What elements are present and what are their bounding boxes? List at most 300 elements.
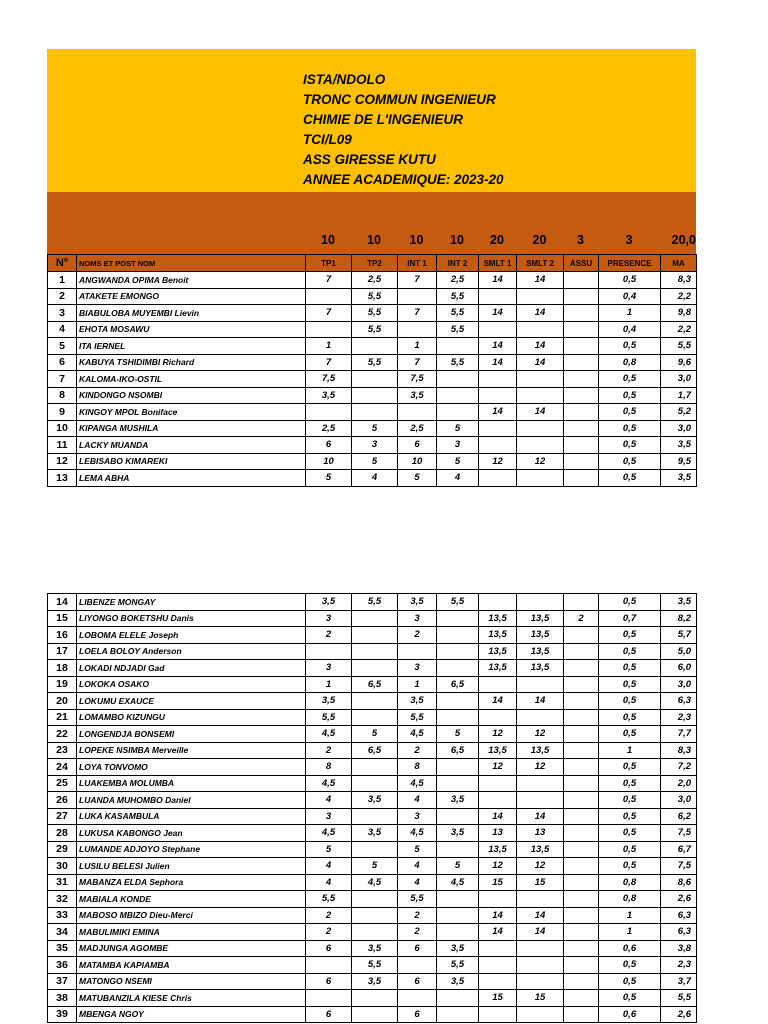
score-int1: 5 [398,841,437,858]
score-tp1: 7 [306,305,352,322]
score-tp2: 3,5 [352,973,398,990]
score-smlt1 [479,792,517,809]
student-name: LOBOMA ELELE Joseph [77,627,306,644]
table-row [48,676,697,693]
score-tp2: 5 [352,420,398,437]
score-smlt1: 14 [479,338,517,355]
student-name: MATONGO NSEMI [77,973,306,990]
score-smlt2: 12 [517,453,564,470]
score-int2 [437,775,479,792]
score-presence: 0,7 [599,610,661,627]
score-smlt1 [479,940,517,957]
score-assu [564,321,599,338]
score-int2 [437,627,479,644]
score-tp2: 5,5 [352,321,398,338]
score-int2: 5,5 [437,288,479,305]
score-presence: 0,5 [599,726,661,743]
score-int1: 8 [398,759,437,776]
score-presence: 0,5 [599,338,661,355]
student-name: LOKOKA OSAKO [77,676,306,693]
student-name: MATUBANZILA KIESE Chris [77,990,306,1007]
student-name: LOKADI NDJADI Gad [77,660,306,677]
score-assu [564,437,599,454]
score-int2: 6,5 [437,676,479,693]
score-smlt1: 15 [479,990,517,1007]
score-int2: 2,5 [437,272,479,289]
score-presence: 0,5 [599,594,661,611]
score-int2 [437,907,479,924]
student-name: MABIALA KONDE [77,891,306,908]
score-smlt2: 14 [517,924,564,941]
table-row [48,338,697,355]
score-int1 [398,643,437,660]
table-row [48,272,697,289]
max-score-int2: 10 [450,233,464,247]
score-ma: 5,7 [661,627,697,644]
table-row [48,973,697,990]
student-number: 39 [48,1006,77,1023]
score-tp2: 4,5 [352,874,398,891]
score-int1: 4,5 [398,726,437,743]
student-number: 24 [48,759,77,776]
score-assu [564,470,599,487]
score-ma: 1,7 [661,387,697,404]
score-presence: 0,5 [599,272,661,289]
score-tp1: 2 [306,924,352,941]
score-presence: 0,8 [599,891,661,908]
score-int1: 4 [398,858,437,875]
score-assu [564,627,599,644]
score-assu [564,742,599,759]
score-assu [564,404,599,421]
table-row [48,305,697,322]
score-presence: 0,5 [599,660,661,677]
score-tp1 [306,288,352,305]
student-name: MABOSO MBIZO Dieu-Merci [77,907,306,924]
score-presence: 0,5 [599,973,661,990]
score-tp1: 1 [306,338,352,355]
score-smlt2 [517,973,564,990]
table-row [48,792,697,809]
student-number: 9 [48,404,77,421]
header-line-class: TCI/L09 [303,132,352,147]
score-tp2 [352,1006,398,1023]
student-name: LOPEKE NSIMBA Merveille [77,742,306,759]
score-assu [564,288,599,305]
score-presence: 0,6 [599,1006,661,1023]
grades-table-part1 [47,254,697,487]
score-smlt2: 15 [517,874,564,891]
student-name: ITA IERNEL [77,338,306,355]
score-ma: 3,0 [661,676,697,693]
score-int1 [398,990,437,1007]
score-smlt2: 13,5 [517,841,564,858]
table-row [48,841,697,858]
score-smlt2: 14 [517,693,564,710]
score-smlt1: 12 [479,726,517,743]
table-row [48,354,697,371]
score-ma: 3,0 [661,420,697,437]
score-int2: 4,5 [437,874,479,891]
score-assu [564,907,599,924]
score-assu [564,874,599,891]
table-row [48,775,697,792]
score-assu [564,338,599,355]
student-name: MABULIMIKI EMINA [77,924,306,941]
score-assu [564,371,599,388]
score-presence: 0,6 [599,940,661,957]
score-int1: 1 [398,338,437,355]
score-int1: 10 [398,453,437,470]
score-smlt2: 14 [517,305,564,322]
student-number: 27 [48,808,77,825]
col-header-smlt2: SMLT 2 [517,255,564,272]
score-tp2: 5 [352,453,398,470]
score-int1: 2 [398,627,437,644]
student-number: 7 [48,371,77,388]
score-ma: 3,5 [661,470,697,487]
score-ma: 2,0 [661,775,697,792]
score-assu [564,858,599,875]
score-tp2 [352,610,398,627]
score-ma: 6,7 [661,841,697,858]
score-tp1: 3,5 [306,387,352,404]
score-ma: 6,2 [661,808,697,825]
student-name: EHOTA MOSAWU [77,321,306,338]
score-int2: 5 [437,420,479,437]
score-presence: 0,5 [599,759,661,776]
score-int2 [437,610,479,627]
score-tp1 [306,643,352,660]
score-smlt1 [479,470,517,487]
score-presence: 0,5 [599,453,661,470]
score-int2: 5 [437,858,479,875]
score-tp1: 5 [306,470,352,487]
score-smlt1 [479,321,517,338]
score-ma: 3,5 [661,437,697,454]
score-ma: 6,0 [661,660,697,677]
score-smlt2 [517,420,564,437]
student-number: 14 [48,594,77,611]
student-number: 37 [48,973,77,990]
score-int1: 6 [398,437,437,454]
col-header-tp2: TP2 [352,255,398,272]
score-presence: 0,8 [599,874,661,891]
score-tp1: 3,5 [306,594,352,611]
student-number: 17 [48,643,77,660]
student-number: 11 [48,437,77,454]
score-int2 [437,808,479,825]
max-score-smlt1: 20 [490,233,504,247]
score-ma: 6,3 [661,693,697,710]
score-int2: 3,5 [437,973,479,990]
score-assu [564,990,599,1007]
score-tp2 [352,693,398,710]
score-smlt2: 13,5 [517,660,564,677]
student-number: 31 [48,874,77,891]
score-int2: 3,5 [437,792,479,809]
score-tp2 [352,709,398,726]
score-smlt1 [479,594,517,611]
score-tp1: 4,5 [306,775,352,792]
score-tp2 [352,627,398,644]
score-smlt2 [517,321,564,338]
score-presence: 0,5 [599,643,661,660]
score-int2 [437,693,479,710]
score-assu [564,387,599,404]
score-smlt2 [517,1006,564,1023]
score-smlt1 [479,891,517,908]
student-number: 15 [48,610,77,627]
score-ma: 9,5 [661,453,697,470]
score-assu [564,1006,599,1023]
score-tp2: 5,5 [352,594,398,611]
score-tp2 [352,775,398,792]
score-tp1: 4 [306,792,352,809]
score-assu [564,808,599,825]
score-tp2 [352,907,398,924]
score-tp2: 2,5 [352,272,398,289]
score-assu [564,420,599,437]
score-int1: 6 [398,973,437,990]
score-ma: 2,2 [661,288,697,305]
student-number: 19 [48,676,77,693]
student-number: 25 [48,775,77,792]
score-smlt2: 14 [517,808,564,825]
score-smlt2: 15 [517,990,564,1007]
score-assu: 2 [564,610,599,627]
score-assu [564,726,599,743]
score-assu [564,973,599,990]
header-line-assistant: ASS GIRESSE KUTU [303,152,436,167]
score-tp1: 4 [306,874,352,891]
score-int2 [437,891,479,908]
student-number: 33 [48,907,77,924]
score-tp2: 5,5 [352,354,398,371]
score-int2 [437,338,479,355]
score-ma: 3,0 [661,792,697,809]
column-header-row [48,255,697,272]
student-number: 3 [48,305,77,322]
score-assu [564,940,599,957]
score-smlt2 [517,288,564,305]
student-number: 1 [48,272,77,289]
score-smlt1: 13,5 [479,841,517,858]
score-tp1: 3 [306,660,352,677]
score-smlt1: 14 [479,404,517,421]
col-header-presence: PRESENCE [599,255,661,272]
score-smlt1: 13 [479,825,517,842]
student-number: 6 [48,354,77,371]
score-int1: 2 [398,907,437,924]
score-int2 [437,660,479,677]
student-number: 35 [48,940,77,957]
score-smlt2 [517,676,564,693]
header-line-course: CHIMIE DE L'INGENIEUR [303,112,463,127]
table-row [48,957,697,974]
score-int2 [437,709,479,726]
score-smlt1: 13,5 [479,627,517,644]
score-int2 [437,404,479,421]
score-tp1: 1 [306,676,352,693]
score-smlt1: 13,5 [479,660,517,677]
table-row [48,990,697,1007]
table-row [48,437,697,454]
score-smlt1: 12 [479,453,517,470]
student-number: 10 [48,420,77,437]
score-presence: 1 [599,924,661,941]
col-header-smlt1: SMLT 1 [479,255,517,272]
score-int2: 5,5 [437,594,479,611]
score-presence: 0,5 [599,420,661,437]
score-tp1 [306,404,352,421]
score-int2 [437,990,479,1007]
table-row [48,660,697,677]
student-number: 36 [48,957,77,974]
score-presence: 0,5 [599,792,661,809]
score-smlt1: 12 [479,858,517,875]
student-name: LUKUSA KABONGO Jean [77,825,306,842]
student-name: KABUYA TSHIDIMBI Richard [77,354,306,371]
score-tp2: 3,5 [352,825,398,842]
student-name: LOYA TONVOMO [77,759,306,776]
max-score-tp2: 10 [367,233,381,247]
max-score-assu: 3 [577,233,584,247]
score-smlt2 [517,594,564,611]
score-ma: 5,5 [661,338,697,355]
score-ma: 3,0 [661,371,697,388]
score-smlt2 [517,470,564,487]
score-int1 [398,288,437,305]
student-number: 4 [48,321,77,338]
col-header-int2: INT 2 [437,255,479,272]
score-tp1: 10 [306,453,352,470]
score-assu [564,775,599,792]
score-smlt2: 12 [517,759,564,776]
score-int2: 3,5 [437,825,479,842]
score-assu [564,594,599,611]
score-tp1: 4 [306,858,352,875]
max-score-smlt2: 20 [532,233,547,247]
score-smlt1: 14 [479,924,517,941]
student-name: LONGENDJA BONSEMI [77,726,306,743]
score-smlt1: 13,5 [479,610,517,627]
score-smlt1: 14 [479,808,517,825]
col-header-ma: MA [661,255,697,272]
score-smlt2: 14 [517,338,564,355]
table-row [48,726,697,743]
score-int1: 4 [398,792,437,809]
table-row [48,387,697,404]
score-smlt2 [517,891,564,908]
score-int2: 5,5 [437,354,479,371]
score-int1: 3,5 [398,387,437,404]
table-row [48,321,697,338]
score-smlt1: 14 [479,693,517,710]
table-row [48,940,697,957]
student-number: 38 [48,990,77,1007]
table-row [48,891,697,908]
col-header-number: N° [48,255,77,272]
student-number: 20 [48,693,77,710]
score-presence: 1 [599,742,661,759]
score-smlt1 [479,1006,517,1023]
student-number: 29 [48,841,77,858]
score-tp1: 5,5 [306,891,352,908]
score-int1: 3 [398,808,437,825]
score-int1: 5 [398,470,437,487]
score-presence: 0,5 [599,693,661,710]
col-header-tp1: TP1 [306,255,352,272]
score-presence: 0,5 [599,437,661,454]
score-assu [564,709,599,726]
score-int1 [398,321,437,338]
score-int1: 7 [398,354,437,371]
student-name: KIPANGA MUSHILA [77,420,306,437]
score-int1: 3,5 [398,594,437,611]
score-int2: 4 [437,470,479,487]
table-row [48,643,697,660]
score-tp1: 2 [306,907,352,924]
score-smlt1: 14 [479,907,517,924]
student-number: 13 [48,470,77,487]
student-number: 5 [48,338,77,355]
score-int2 [437,1006,479,1023]
score-ma: 3,7 [661,973,697,990]
table-row [48,594,697,611]
student-name: LACKY MUANDA [77,437,306,454]
student-number: 23 [48,742,77,759]
student-name: BIABULOBA MUYEMBI Lievin [77,305,306,322]
score-assu [564,792,599,809]
score-assu [564,660,599,677]
score-tp2: 5,5 [352,305,398,322]
col-header-int1: INT 1 [398,255,437,272]
score-int1: 5,5 [398,709,437,726]
score-tp2 [352,759,398,776]
max-scores-row [47,233,696,251]
score-smlt2 [517,957,564,974]
score-int2 [437,924,479,941]
score-ma: 7,2 [661,759,697,776]
score-int2: 3,5 [437,940,479,957]
score-assu [564,891,599,908]
grades-table-part2 [47,593,697,1023]
score-smlt1: 14 [479,272,517,289]
score-smlt2: 13,5 [517,627,564,644]
score-int1: 4,5 [398,825,437,842]
score-smlt1: 12 [479,759,517,776]
student-name: ATAKETE EMONGO [77,288,306,305]
table-row [48,610,697,627]
score-ma: 9,8 [661,305,697,322]
score-assu [564,924,599,941]
score-ma: 6,3 [661,907,697,924]
score-ma: 6,3 [661,924,697,941]
student-number: 18 [48,660,77,677]
score-tp2 [352,841,398,858]
score-tp1: 3,5 [306,693,352,710]
score-ma: 3,8 [661,940,697,957]
table-row [48,759,697,776]
score-smlt1 [479,437,517,454]
score-tp2 [352,808,398,825]
student-name: KINGOY MPOL Boniface [77,404,306,421]
score-assu [564,453,599,470]
score-int2 [437,643,479,660]
student-name: KALOMA-IKO-OSTIL [77,371,306,388]
score-ma: 5,0 [661,643,697,660]
